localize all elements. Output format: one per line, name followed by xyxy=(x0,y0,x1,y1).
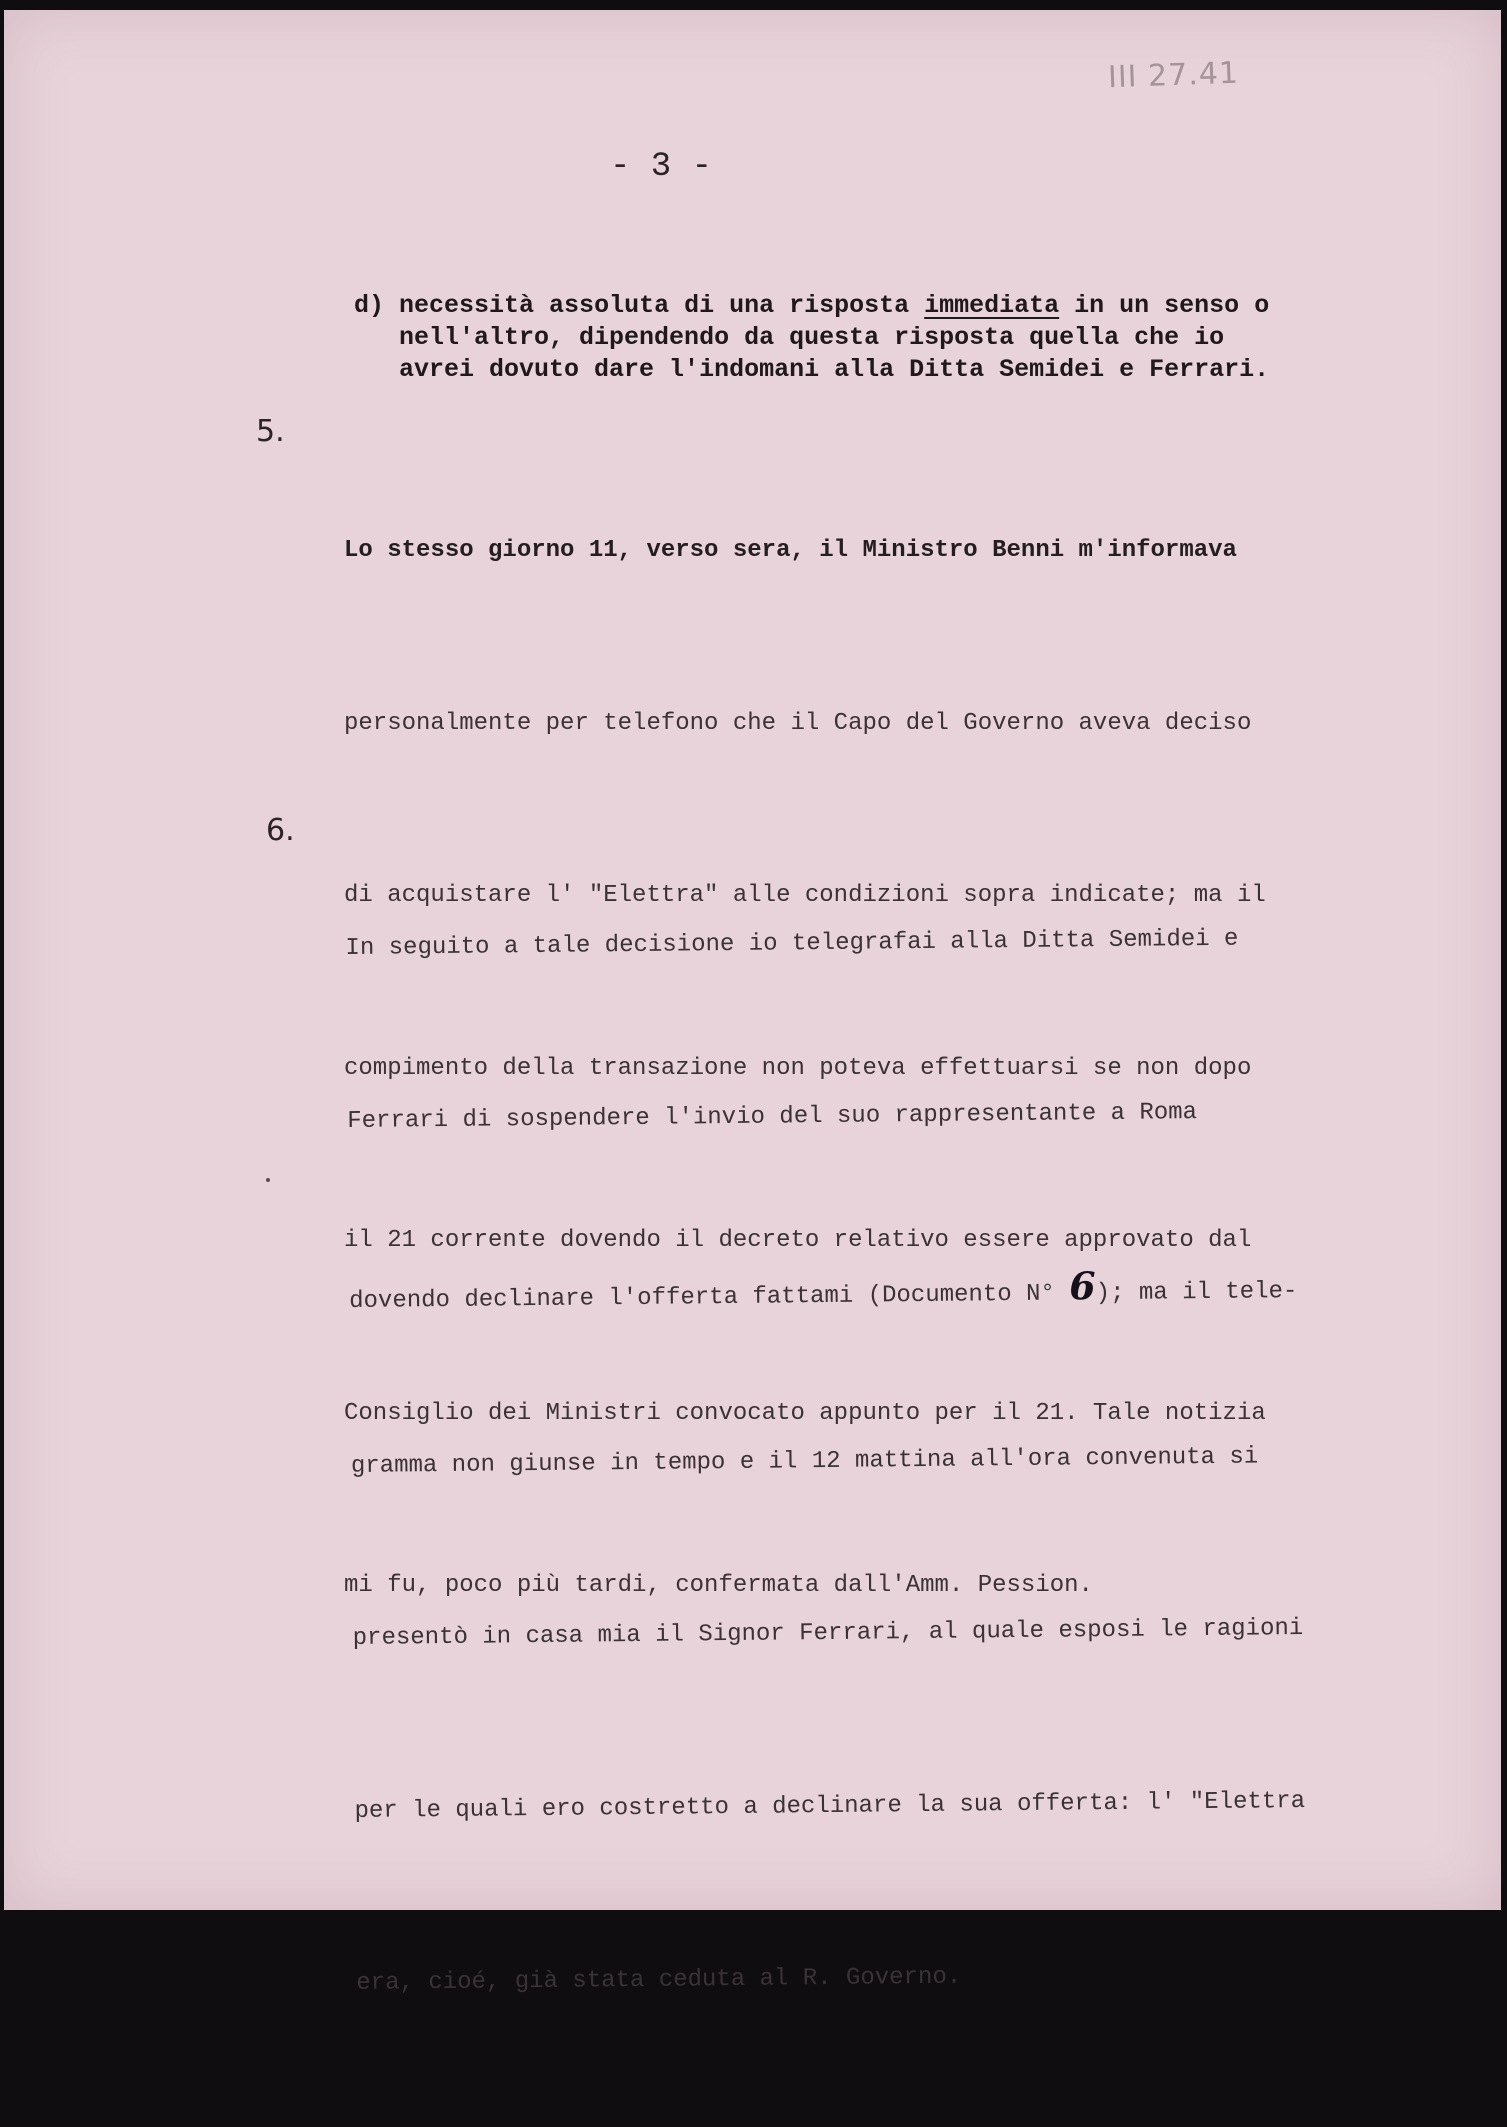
section-5-line: il 21 corrente dovendo il decreto relativo essere approvato dal xyxy=(344,1227,1252,1254)
underlined-word: immediata xyxy=(924,291,1060,320)
stray-mark xyxy=(266,1178,270,1182)
section-6-line3-end: ); ma il tele- xyxy=(1095,1278,1298,1308)
section-5-line: Lo stesso giorno 11, verso sera, il Ministro Benni m'informava xyxy=(344,537,1237,564)
section-5-number: 5. xyxy=(256,414,285,449)
section-6-line: Ferrari di sospendere l'invio del suo rappresentante a Roma xyxy=(347,1098,1198,1135)
section-5-line: mi fu, poco più tardi, confermata dall'Amm. Pession. xyxy=(344,1572,1093,1599)
item-d-line1-start: necessità assoluta di una risposta xyxy=(399,291,925,320)
section-6-line3-start: dovendo declinare l'offerta fattami (Documento N° xyxy=(349,1280,1070,1315)
section-5-line: di acquistare l' "Elettra" alle condizioni sopra indicate; ma il xyxy=(344,882,1266,909)
section-6-line: era, cioé, già stata ceduta al R. Governo. xyxy=(356,1963,962,1997)
item-d-line3: avrei dovuto dare l'indomani alla Ditta Semidei e Ferrari. xyxy=(399,355,1270,384)
handwritten-document-number: 6 xyxy=(1068,1263,1096,1309)
item-d-marker: d) xyxy=(354,291,385,320)
section-6-line: gramma non giunse in tempo e il 12 mattina all'ora convenuta si xyxy=(350,1442,1259,1480)
section-6-line: per le quali ero costretto a declinare la sua offerta: l' "Elettra xyxy=(354,1787,1306,1825)
page-number: - 3 - xyxy=(610,148,713,186)
section-5-line: Consiglio dei Ministri convocato appunto per il 21. Tale notizia xyxy=(344,1399,1266,1427)
section-6-line: presentò in casa mia il Signor Ferrari, al quale esposi le ragioni xyxy=(352,1615,1304,1652)
section-5-line: personalmente per telefono che il Capo del Governo aveva deciso xyxy=(344,709,1252,737)
section-6-line xyxy=(349,1253,1490,1322)
section-6-number: 6. xyxy=(266,813,295,848)
document-page xyxy=(4,10,1501,1997)
archive-pencil-mark: III 27.41 xyxy=(1107,55,1240,96)
item-d-line2: nell'altro, dipendendo da questa risposta quella che io xyxy=(399,323,1225,352)
item-d-paragraph xyxy=(354,290,1414,386)
section-6-paragraph xyxy=(344,793,1498,2127)
section-6-line: In seguito a tale decisione io telegrafai alla Ditta Semidei e xyxy=(345,925,1239,962)
section-5-line: compimento della transazione non poteva effettuarsi se non dopo xyxy=(344,1054,1252,1082)
item-d-line1-end: in un senso o xyxy=(1059,291,1270,320)
